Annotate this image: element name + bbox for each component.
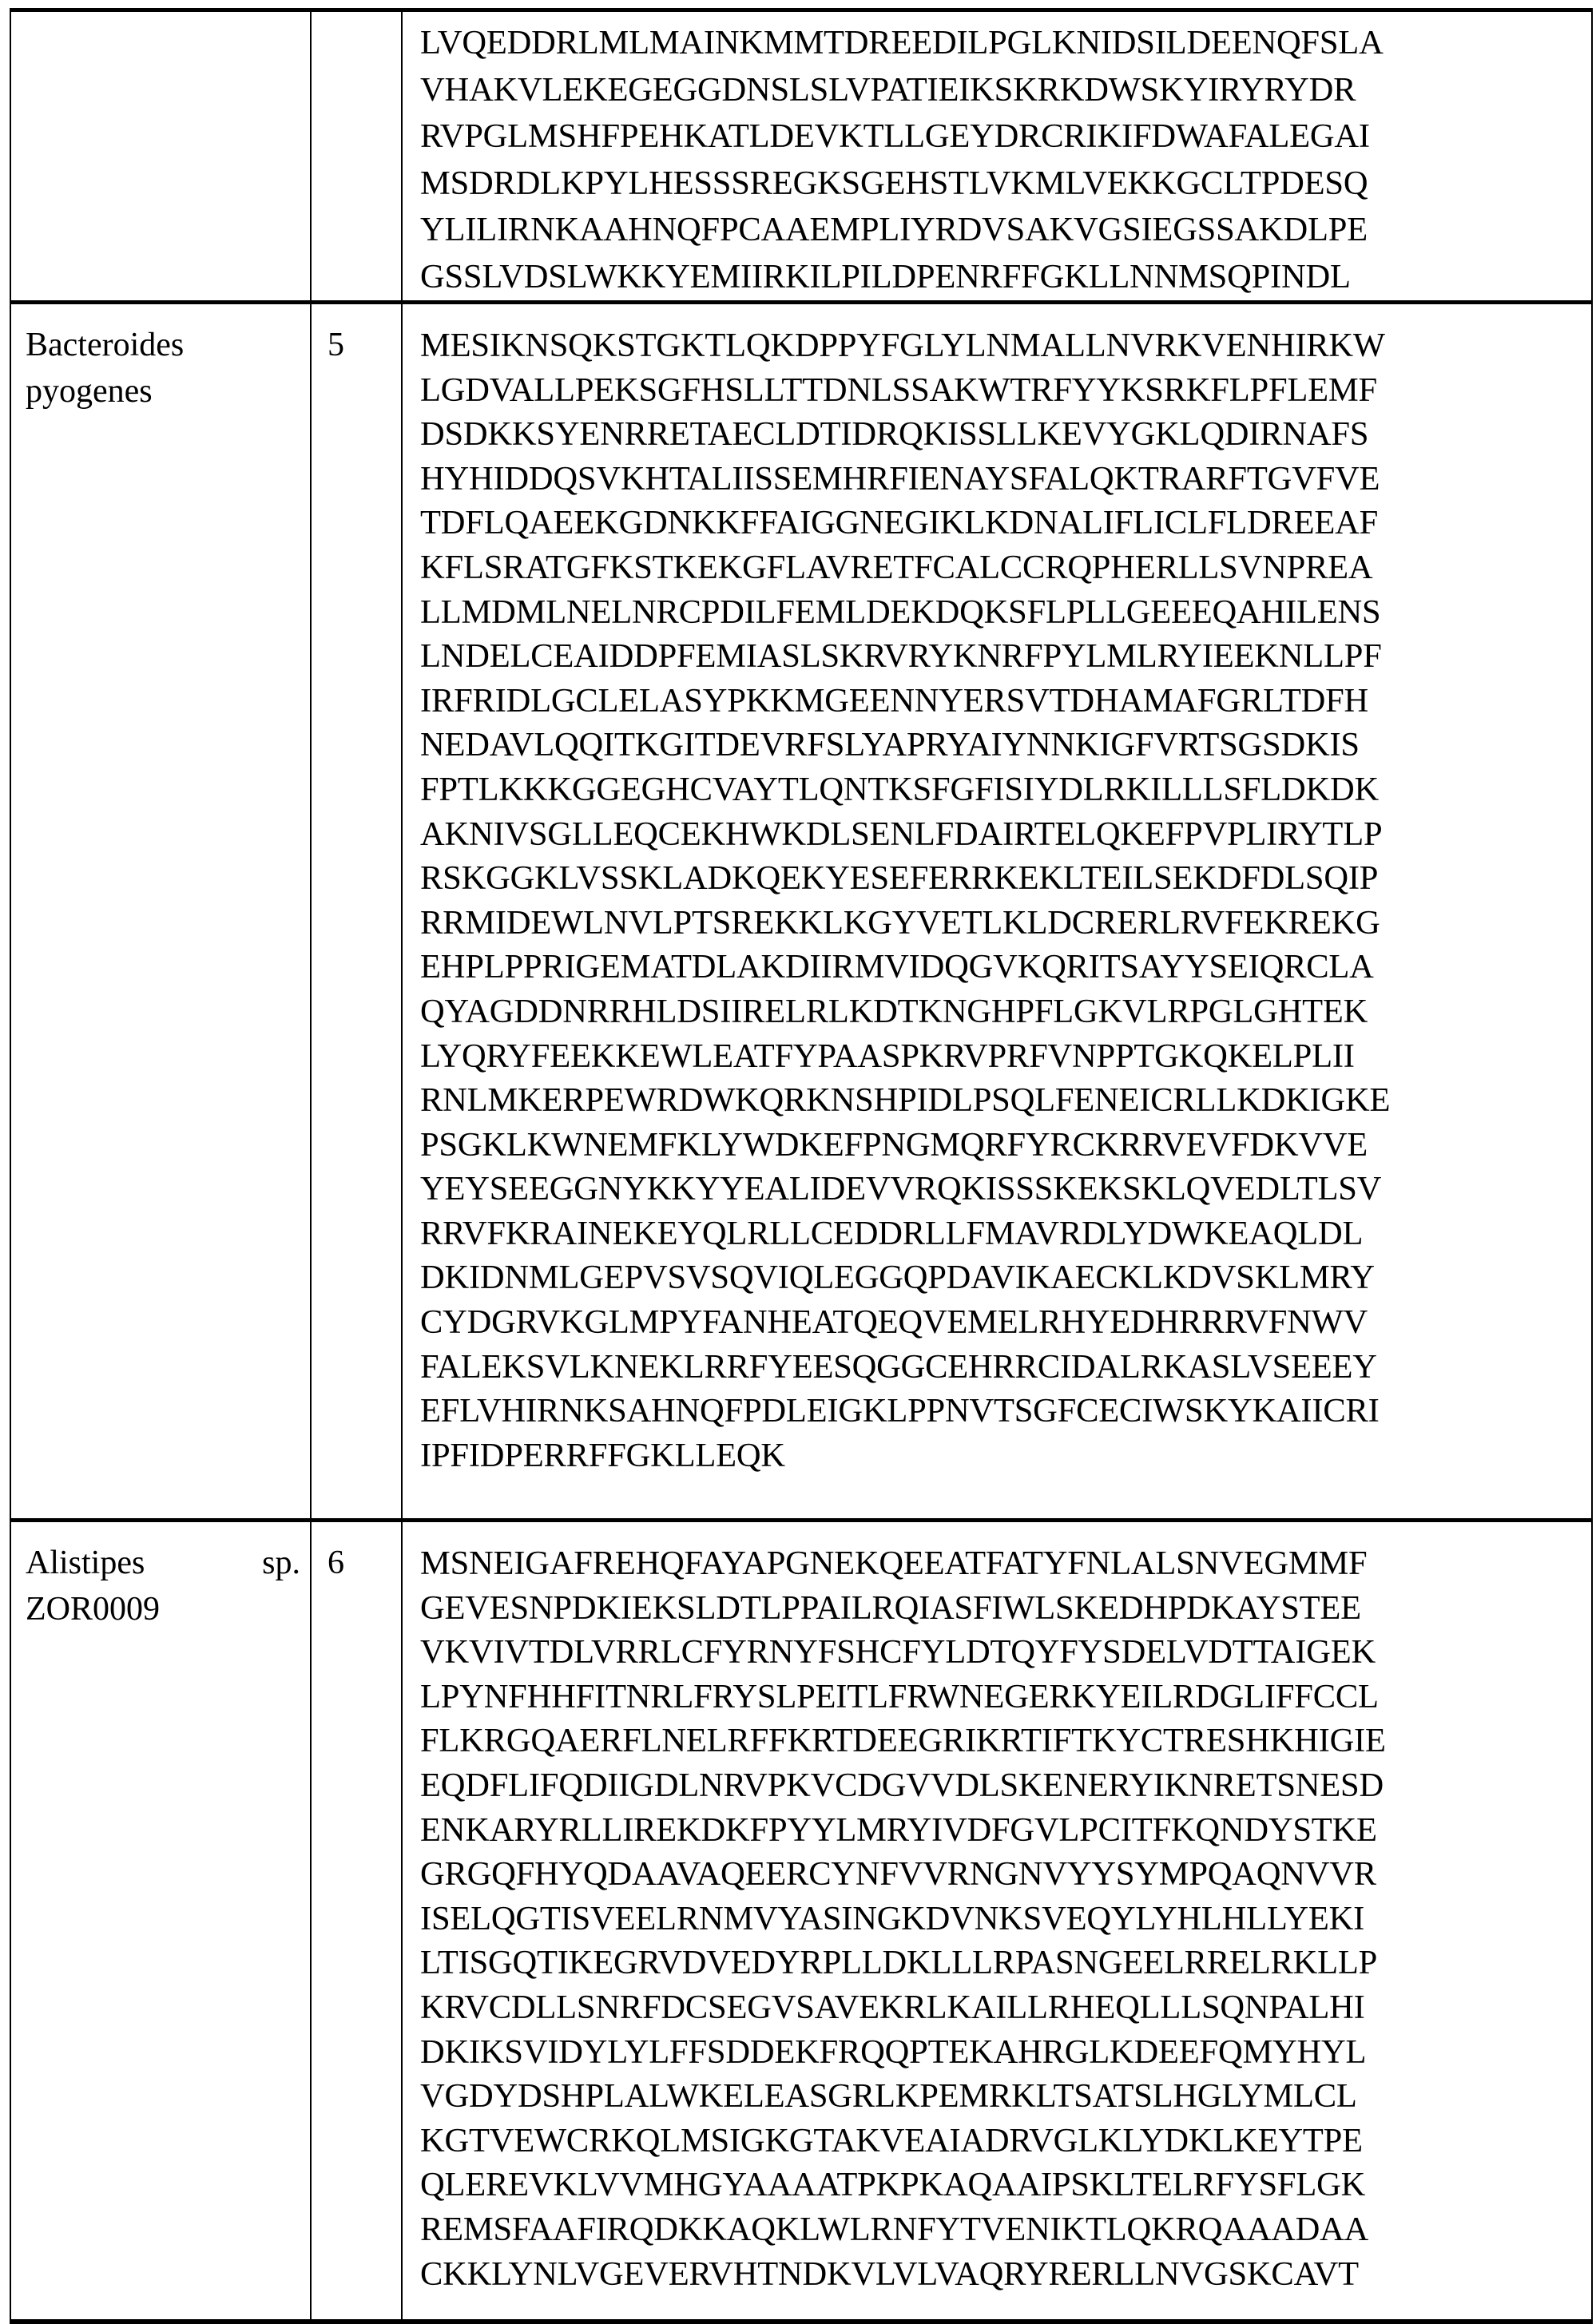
sequence-line: RRVFKRAINEKEYQLRLLCEDDRLLFMAVRDLYDWKEAQLDL (420, 1212, 1591, 1256)
sequence-line: FALEKSVLKNEKLRRFYEESQGGCEHRRCIDALRKASLVSEEEY (420, 1345, 1591, 1390)
sequence-line: LLMDMLNELNRCPDILFEMLDEKDQKSFLPLLGEEEQAHILENS (420, 590, 1591, 635)
sequence-line: LGDVALLPEKSGFHSLLTTDNLSSAKWTRFYYKSRKFLPFLEMF (420, 368, 1591, 413)
sequence-line: QYAGDDNRRHLDSIIRELRLKDTKNGHPFLGKVLRPGLGHTEK (420, 989, 1591, 1034)
sequence-line: MESIKNSQKSTGKTLQKDPPYFGLYLNMALLNVRKVENHIRKW (420, 323, 1591, 368)
sequence-table-body (10, 10, 1592, 2322)
sequence-line: LTISGQTIKEGRVDVEDYRPLLDKLLLRPASNGEELRRELRKLLP (420, 1941, 1591, 1985)
sequence-line: YLILIRNKAAHNQFPCAAEMPLIYRDVSAKVGSIEGSSAKDLPE (420, 207, 1591, 254)
sequence-line: MSNEIGAFREHQFAYAPGNEKQEEATFATYFNLALSNVEGMMF (420, 1541, 1591, 1586)
sequence-line: ISELQGTISVEELRNMVYASINGKDVNKSVEQYLYHLHLLYEKI (420, 1897, 1591, 1941)
sequence-line: IRFRIDLGCLELASYPKKMGEENNYERSVTDHAMAFGRLTDFH (420, 679, 1591, 724)
species-cell (10, 10, 311, 303)
sequence-line: GSSLVDSLWKKYEMIIRKILPILDPENRFFGKLLNNMSQPINDL (420, 254, 1591, 301)
table-row (10, 10, 1592, 303)
sequence-line: TDFLQAEEKGDNKKFFAIGGNEGIKLKDNALIFLICLFLDREEAF (420, 501, 1591, 545)
sequence-line: ENKARYRLLIREKDKFPYYLMRYIVDFGVLPCITFKQNDYSTKE (420, 1808, 1591, 1853)
sequence-id-cell (311, 10, 402, 303)
sequence-line: MSDRDLKPYLHESSSREGKSGEHSTLVKMLVEKKGCLTPDESQ (420, 161, 1591, 208)
sequence-line: EFLVHIRNKSAHNQFPDLEIGKLPPNVTSGFCECIWSKYKAIICRI (420, 1389, 1591, 1434)
sequence-cell (402, 10, 1592, 303)
sequence-line: HYHIDDQSVKHTALIISSEMHRFIENAYSFALQKTRARFTGVFVE (420, 457, 1591, 502)
sequence-line: GRGQFHYQDAAVAQEERCYNFVVRNGNVYYSYMPQAQNVVR (420, 1852, 1591, 1897)
table-row (10, 303, 1592, 1521)
sequence-line: NEDAVLQQITKGITDEVRFSLYAPRYAIYNNKIGFVRTSGSDKIS (420, 723, 1591, 767)
sequence-line: KGTVEWCRKQLMSIGKGTAKVEAIADRVGLKLYDKLKEYTPE (420, 2119, 1591, 2163)
sequence-line: EQDFLIFQDIIGDLNRVPKVCDGVVDLSKENERYIKNRETSNESD (420, 1763, 1591, 1808)
sequence-line: LPYNFHHFITNRLFRYSLPEITLFRWNEGERKYEILRDGLIFFCCL (420, 1675, 1591, 1719)
sequence-line: RSKGGKLVSSKLADKQEKYESEFERRKEKLTEILSEKDFDLSQIP (420, 856, 1591, 901)
sequence-line: VHAKVLEKEGEGGDNSLSLVPATIEIKSKRKDWSKYIRYRYDR (420, 67, 1591, 114)
sequence-line: YEYSEEGGNYKKYYEALIDEVVRQKISSSKEKSKLQVEDLTLSV (420, 1167, 1591, 1212)
sequence-line: RRMIDEWLNVLPTSREKKLKGYVETLKLDCRERLRVFEKREKG (420, 901, 1591, 946)
sequence-line: LYQRYFEEKKEWLEATFYPAASPKRVPRFVNPPTGKQKELPLII (420, 1034, 1591, 1079)
sequence-line: PSGKLKWNEMFKLYWDKEFPNGMQRFYRCKRRVEVFDKVVE (420, 1123, 1591, 1168)
species-cell: Alistipes sp. ZOR0009 (10, 1521, 311, 2322)
sequence-line: AKNIVSGLLEQCEKHWKDLSENLFDAIRTELQKEFPVPLIRYTLP (420, 812, 1591, 857)
sequence-line: QLEREVKLVVMHGYAAAATPKPKAQAAIPSKLTELRFYSFLGK (420, 2163, 1591, 2207)
sequence-line: LNDELCEAIDDPFEMIASLSKRVRYKNRFPYLMLRYIEEKNLLPF (420, 634, 1591, 679)
sequence-line: KRVCDLLSNRFDCSEGVSAVEKRLKAILLRHEQLLLSQNPALHI (420, 1985, 1591, 2030)
sequence-line: DSDKKSYENRRETAECLDTIDRQKISSLLKEVYGKLQDIRNAFS (420, 412, 1591, 457)
sequence-id-cell: 5 (311, 303, 402, 1521)
sequence-line: CYDGRVKGLMPYFANHEATQEQVEMELRHYEDHRRRVFNWV (420, 1300, 1591, 1345)
sequence-line: DKIDNMLGEPVSVSQVIQLEGGQPDAVIKAECKLKDVSKLMRY (420, 1255, 1591, 1300)
sequence-line: DKIKSVIDYLYLFFSDDEKFRQQPTEKAHRGLKDEEFQMYHYL (420, 2030, 1591, 2075)
sequence-line: GEVESNPDKIEKSLDTLPPAILRQIASFIWLSKEDHPDKAYSTEE (420, 1586, 1591, 1631)
sequence-line: VGDYDSHPLALWKELEASGRLKPEMRKLTSATSLHGLYMLCL (420, 2074, 1591, 2119)
sequence-line: CKKLYNLVGEVERVHTNDKVLVLVAQRYRERLLNVGSKCAVT (420, 2252, 1591, 2297)
sequence-line: RNLMKERPEWRDWKQRKNSHPIDLPSQLFENEICRLLKDKIGKE (420, 1078, 1591, 1123)
sequence-line: IPFIDPERRFFGKLLEQK (420, 1434, 1591, 1478)
sequence-line: REMSFAAFIRQDKKAQKLWLRNFYTVENIKTLQKRQAAADAA (420, 2207, 1591, 2252)
sequence-line: KFLSRATGFKSTKEKGFLAVRETFCALCCRQPHERLLSVNPREA (420, 545, 1591, 590)
sequence-line: EHPLPPRIGEMATDLAKDIIRMVIDQGVKQRITSAYYSEIQRCLA (420, 945, 1591, 989)
sequence-cell (402, 1521, 1592, 2322)
table-row (10, 1521, 1592, 2322)
sequence-line: FLKRGQAERFLNELRFFKRTDEEGRIKRTIFTKYCTRESHKHIGIE (420, 1719, 1591, 1763)
sequence-line: LVQEDDRLMLMAINKMMTDREEDILPGLKNIDSILDEENQFSLA (420, 20, 1591, 67)
species-cell: Bacteroides pyogenes (10, 303, 311, 1521)
sequence-line: RVPGLMSHFPEHKATLDEVKTLLGEYDRCRIKIFDWAFALEGAI (420, 113, 1591, 161)
sequence-id-cell: 6 (311, 1521, 402, 2322)
sequence-table (10, 8, 1593, 2324)
sequence-line: FPTLKKKGGEGHCVAYTLQNTKSFGFISIYDLRKILLLSFLDKDK (420, 767, 1591, 812)
sequence-line: VKVIVTDLVRRLCFYRNYFSHCFYLDTQYFYSDELVDTTAIGEK (420, 1630, 1591, 1675)
sequence-cell (402, 303, 1592, 1521)
